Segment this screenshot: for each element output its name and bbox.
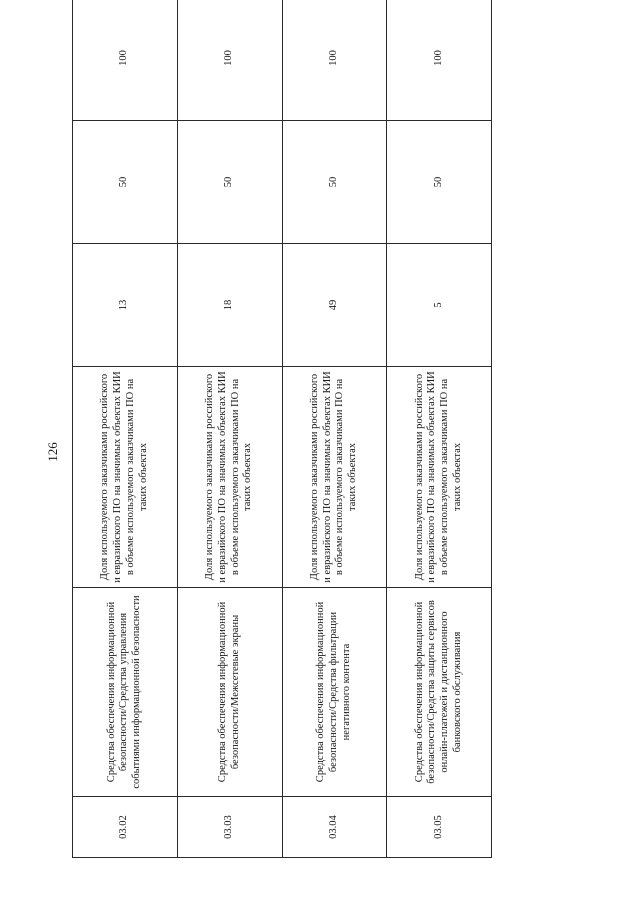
value-cell: 100 [387,0,492,121]
name-cell: Средства обеспечения информационной безопасности/Средства управления событиями информационной безопасности [73,588,178,797]
name-cell: Средства обеспечения информационной безопасности/Средства защиты сервисов онлайн-платежей и дистанционного банковского обслуживания [387,588,492,797]
indicator-cell: Доля используемого заказчиками российского и евразийского ПО на значимых объектах КИИ в объеме используемого заказчиками ПО на таких объектах [177,367,282,588]
value-cell: 50 [282,121,387,244]
indicators-table [72,0,492,858]
value-cell: 50 [387,121,492,244]
value-cell: 100 [73,0,178,121]
value-cell: 49 [282,244,387,367]
table-row [177,0,282,858]
name-cell: Средства обеспечения информационной безопасности/Средства фильтрации негативного контента [282,588,387,797]
code-cell: 03.03 [177,797,282,858]
table-row [282,0,387,858]
value-cell: 5 [387,244,492,367]
page-number: 126 [45,442,60,462]
table-row [387,0,492,858]
code-cell: 03.05 [387,797,492,858]
indicator-cell: Доля используемого заказчиками российского и евразийского ПО на значимых объектах КИИ в объеме используемого заказчиками ПО на таких объектах [73,367,178,588]
name-cell: Средства обеспечения информационной безопасности/Межсетевые экраны [177,588,282,797]
value-cell: 18 [177,244,282,367]
indicator-cell: Доля используемого заказчиками российского и евразийского ПО на значимых объектах КИИ в объеме используемого заказчиками ПО на таких объектах [387,367,492,588]
value-cell: 100 [282,0,387,121]
value-cell: 50 [177,121,282,244]
value-cell: 100 [177,0,282,121]
code-cell: 03.04 [282,797,387,858]
value-cell: 50 [73,121,178,244]
indicator-cell: Доля используемого заказчиками российского и евразийского ПО на значимых объектах КИИ в объеме используемого заказчиками ПО на таких объектах [282,367,387,588]
code-cell: 03.02 [73,797,178,858]
value-cell: 13 [73,244,178,367]
table-row [73,0,178,858]
